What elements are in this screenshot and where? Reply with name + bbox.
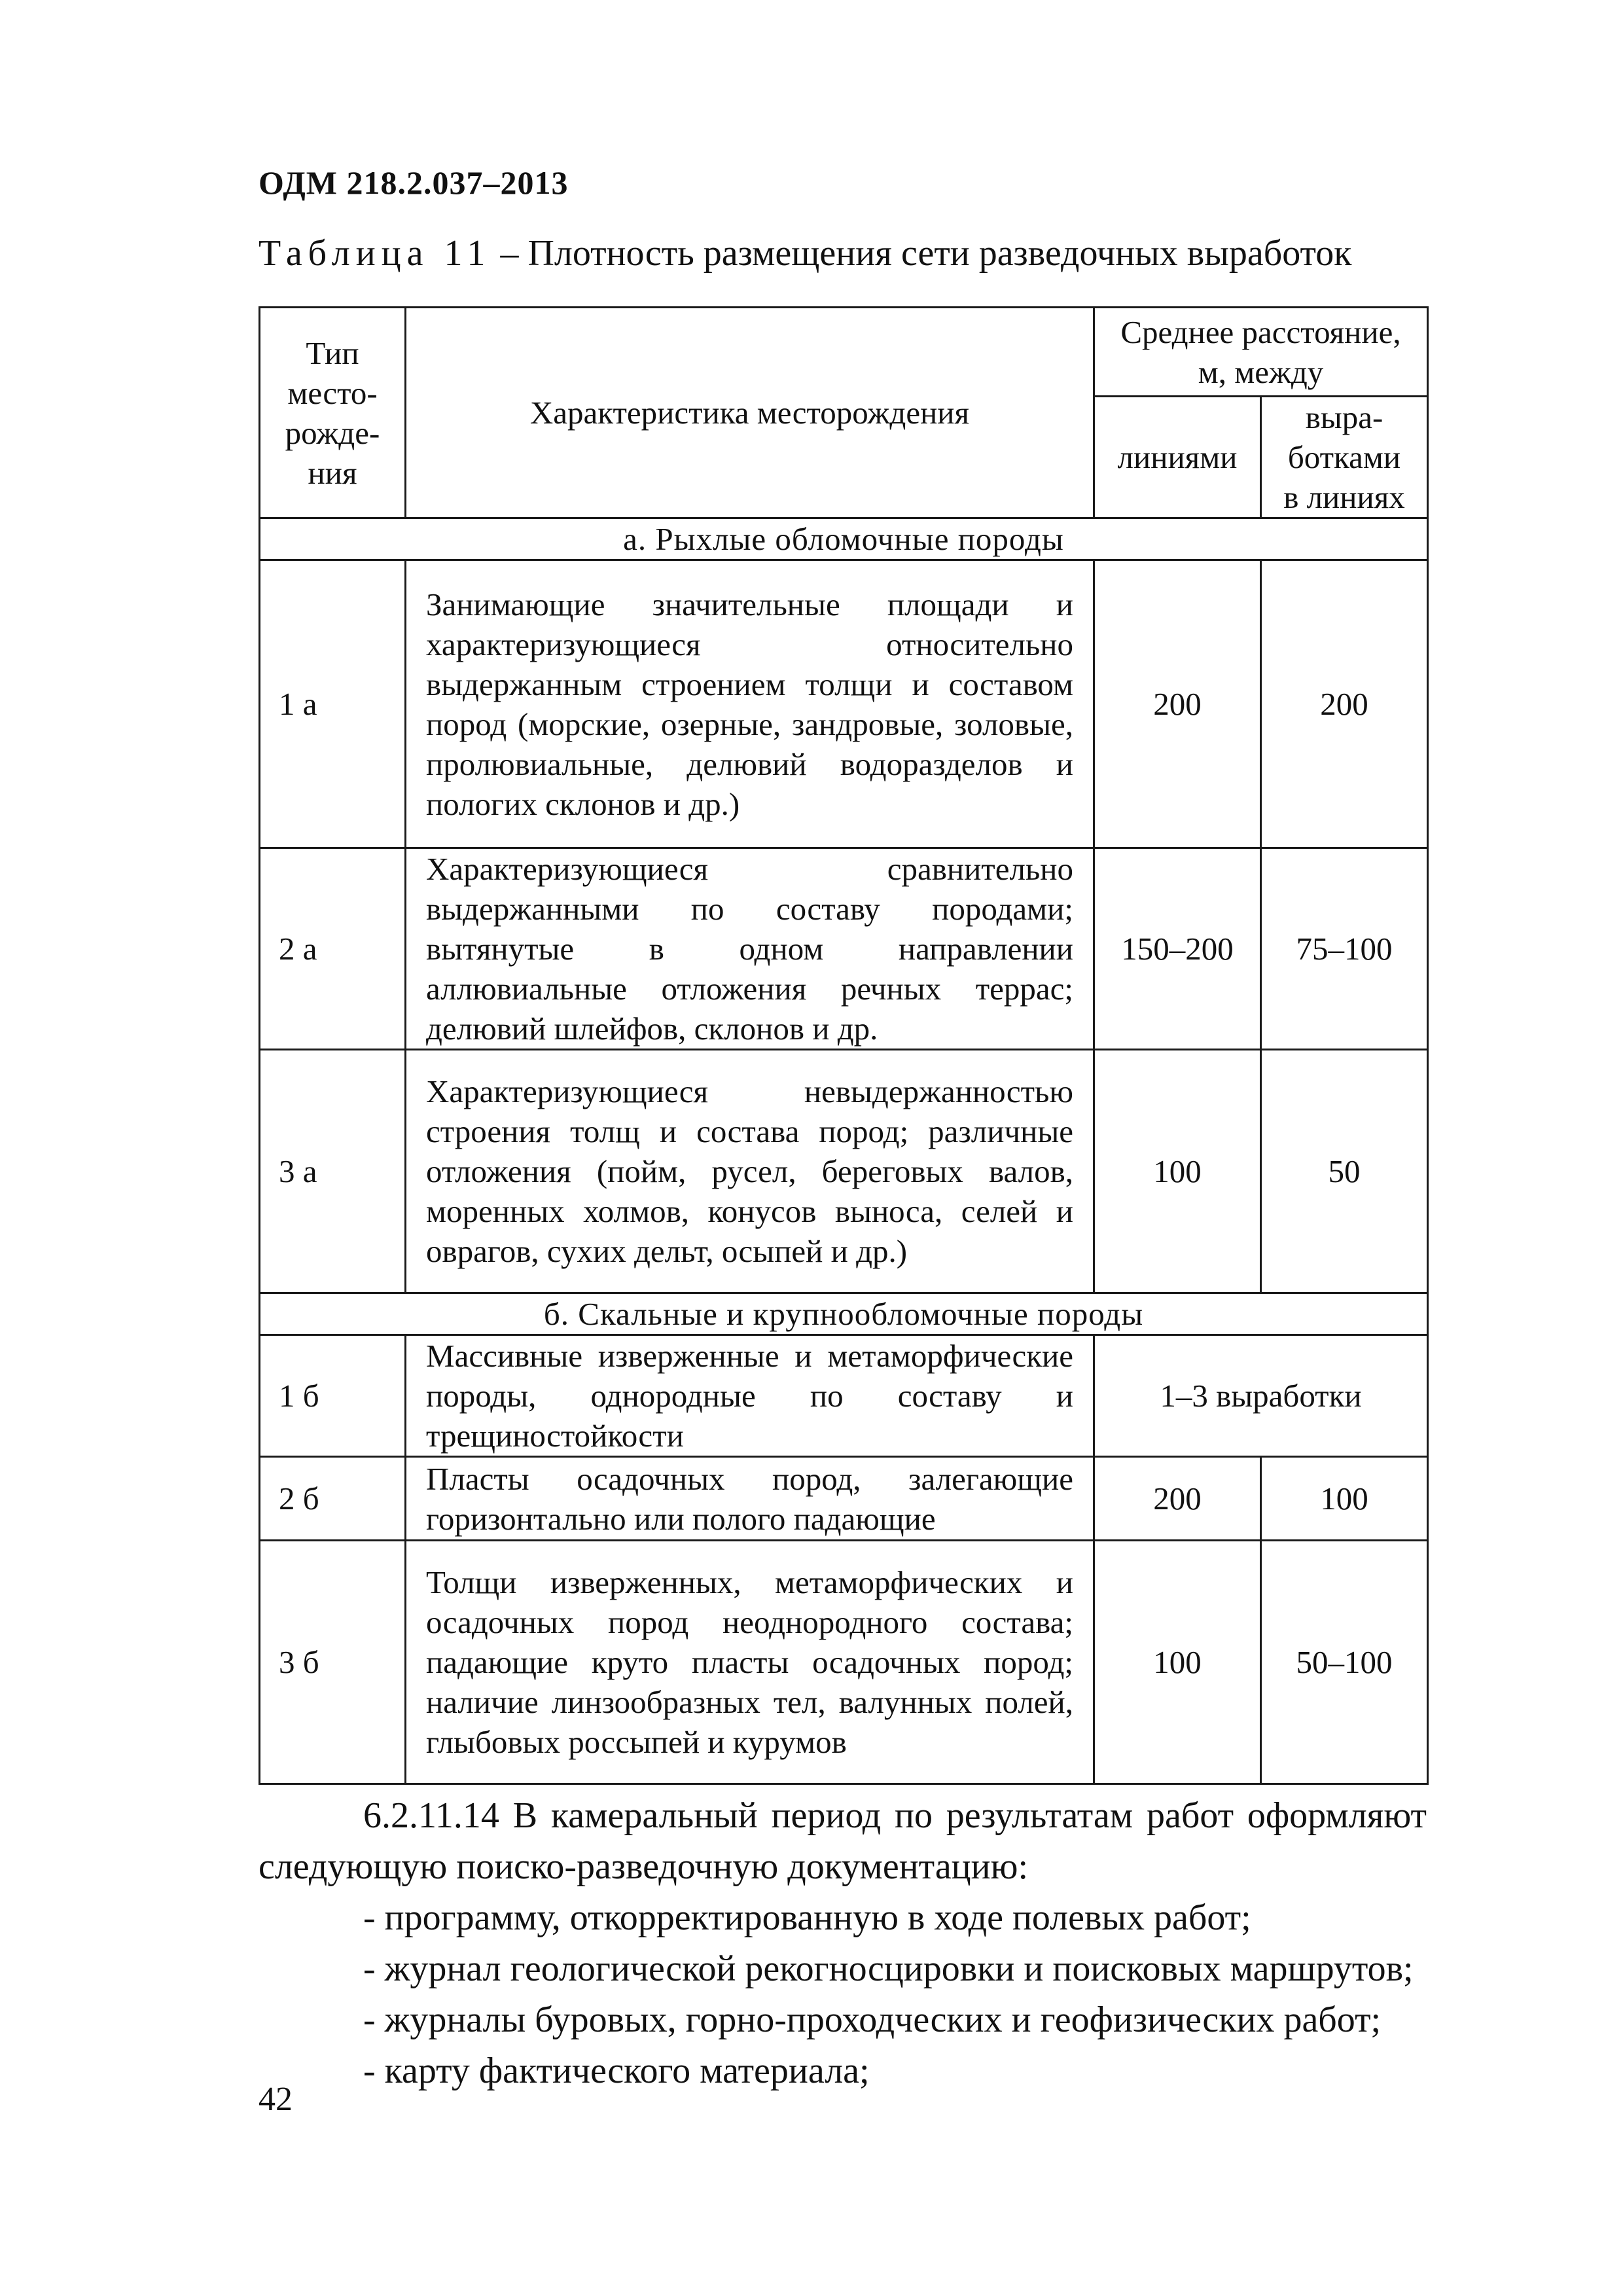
paragraph-6-2-11-14: 6.2.11.14 В камеральный период по результатам работ оформляют следующую поиско-разведочную документацию: <box>259 1795 1427 1887</box>
header-row-1 <box>260 308 1428 397</box>
row-workings-distance: 50 <box>1261 1050 1428 1293</box>
document-code: ОДМ 218.2.037–2013 <box>259 164 569 201</box>
table-caption-label: Таблица 11 <box>259 233 491 274</box>
list-item: - карту фактического материала; <box>363 2051 870 2091</box>
row-merged-distance: 1–3 выработки <box>1094 1335 1428 1457</box>
row-workings-distance: 100 <box>1261 1457 1428 1541</box>
body-text <box>259 1790 1427 2096</box>
row-description: Пласты осадочных пород, залегающие горизонтально или полого падающие <box>406 1457 1094 1541</box>
row-description: Занимающие значительные площади и характеризующиеся относительно выдержанным строением толщи и составом пород (морские, озерные, зандровые, золовые, пролювиальные, делювий водоразделов и пологих склонов и др.) <box>406 560 1094 848</box>
row-description: Характеризующиеся невыдержанностью строения толщ и состава пород; различные отложения (пойм, русел, береговых валов, моренных холмов, конусов выноса, селей и оврагов, сухих дельт, осыпей и др.) <box>406 1050 1094 1293</box>
row-lines-distance: 100 <box>1094 1541 1261 1784</box>
header-lines: линиями <box>1094 397 1261 518</box>
row-workings-distance: 200 <box>1261 560 1428 848</box>
table-row <box>260 1050 1428 1293</box>
section-row-b <box>260 1293 1428 1335</box>
row-lines-distance: 150–200 <box>1094 848 1261 1050</box>
row-lines-distance: 100 <box>1094 1050 1261 1293</box>
table-row <box>260 848 1428 1050</box>
table-row <box>260 1541 1428 1784</box>
row-description: Массивные изверженные и метаморфические породы, однородные по составу и трещиностойкости <box>406 1335 1094 1457</box>
page-number: 42 <box>259 2081 293 2118</box>
section-row-a <box>260 518 1428 560</box>
exploration-density-table <box>259 306 1429 1785</box>
section-title-b: б. Скальные и крупнообломочные породы <box>260 1293 1428 1335</box>
section-title-a: а. Рыхлые обломочные породы <box>260 518 1428 560</box>
list-item: - журнал геологической рекогносцировки и поисковых маршрутов; <box>363 1948 1414 1989</box>
header-characteristic: Характеристика месторождения <box>406 308 1094 518</box>
row-type: 3 б <box>260 1541 406 1784</box>
table-row <box>260 560 1428 848</box>
header-type: Тип место-рожде-ния <box>260 308 406 518</box>
row-lines-distance: 200 <box>1094 560 1261 848</box>
table-caption-text: – Плотность размещения сети разведочных выработок <box>491 233 1352 274</box>
row-workings-distance: 75–100 <box>1261 848 1428 1050</box>
header-workings: выра-ботками в линиях <box>1261 397 1428 518</box>
table-row <box>260 1457 1428 1541</box>
table-row <box>260 1335 1428 1457</box>
row-description: Толщи изверженных, метаморфических и осадочных пород неоднородного состава; падающие круто пласты осадочных пород; наличие линзообразных тел, валунных полей, глыбовых россыпей и курумов <box>406 1541 1094 1784</box>
list-item: - программу, откорректированную в ходе полевых работ; <box>363 1897 1251 1938</box>
row-type: 1 а <box>260 560 406 848</box>
row-lines-distance: 200 <box>1094 1457 1261 1541</box>
header-avg-distance: Среднее расстояние, м, между <box>1094 308 1428 397</box>
row-description: Характеризующиеся сравнительно выдержанными по составу породами; вытянутые в одном направлении аллювиальные отложения речных террас; делювий шлейфов, склонов и др. <box>406 848 1094 1050</box>
row-type: 3 а <box>260 1050 406 1293</box>
row-type: 2 б <box>260 1457 406 1541</box>
table-caption <box>259 232 1351 274</box>
list-item: - журналы буровых, горно-проходческих и геофизических работ; <box>363 2000 1382 2040</box>
row-workings-distance: 50–100 <box>1261 1541 1428 1784</box>
row-type: 2 а <box>260 848 406 1050</box>
row-type: 1 б <box>260 1335 406 1457</box>
